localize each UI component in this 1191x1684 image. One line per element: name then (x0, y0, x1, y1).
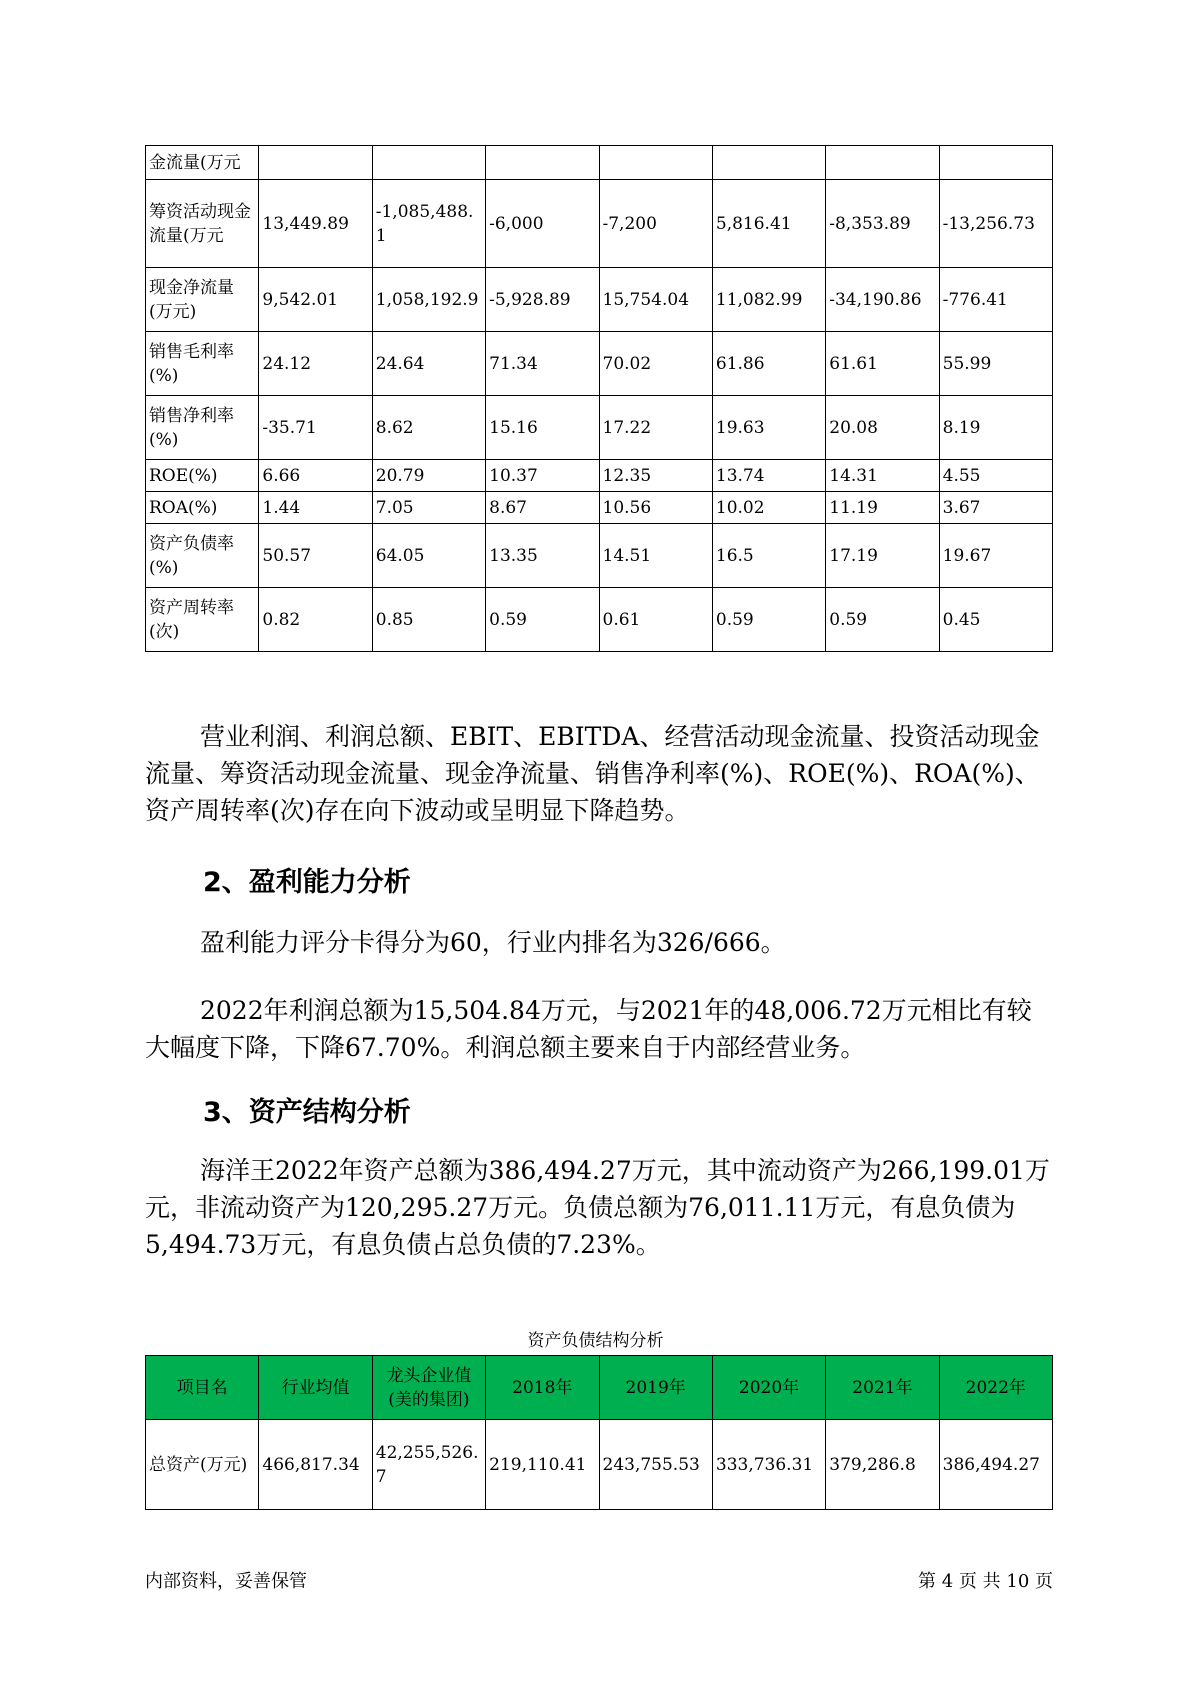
table-row (146, 180, 1053, 268)
profitability-score-paragraph: 盈利能力评分卡得分为60，行业内排名为326/666。 (200, 928, 786, 957)
table-cell: 7.05 (372, 492, 485, 524)
table-row (146, 146, 1053, 180)
total-profit-paragraph: 2022年利润总额为15,504.84万元，与2021年的48,006.72万元相比有较大幅度下降，下降67.70%。利润总额主要来自于内部经营业务。 (145, 996, 1032, 1062)
row-label: 金流量(万元 (146, 146, 259, 180)
table-cell: 19.67 (939, 524, 1052, 588)
table-cell: 24.64 (372, 332, 485, 396)
table-cell: -8,353.89 (826, 180, 939, 268)
table-row (146, 588, 1053, 652)
table-cell: 0.45 (939, 588, 1052, 652)
row-label: ROE(%) (146, 460, 259, 492)
table-cell: 10.02 (712, 492, 825, 524)
column-header: 2018年 (486, 1356, 599, 1420)
table-cell: 50.57 (259, 524, 372, 588)
table-cell: 5,816.41 (712, 180, 825, 268)
table-cell: 1.44 (259, 492, 372, 524)
table-cell: 61.61 (826, 332, 939, 396)
table-cell: 243,755.53 (599, 1420, 712, 1510)
table-cell: 8.62 (372, 396, 485, 460)
column-header: 2020年 (712, 1356, 825, 1420)
table-row (146, 332, 1053, 396)
table-cell: 20.08 (826, 396, 939, 460)
row-label: 销售毛利率(%) (146, 332, 259, 396)
financial-indicators-table (145, 145, 1053, 652)
table-cell: 219,110.41 (486, 1420, 599, 1510)
table-cell: 42,255,526.7 (372, 1420, 485, 1510)
column-header: 2021年 (826, 1356, 939, 1420)
table-cell: 14.51 (599, 524, 712, 588)
table-cell: 20.79 (372, 460, 485, 492)
asset-structure-paragraph: 海洋王2022年资产总额为386,494.27万元，其中流动资产为266,199.01万元，非流动资产为120,295.27万元。负债总额为76,011.11万元，有息负债为5,494.73万元，有息负债占总负债的7.23%。 (145, 1156, 1050, 1259)
row-label: 资产周转率(次) (146, 588, 259, 652)
table-cell: 8.19 (939, 396, 1052, 460)
section-heading-profitability: 2、盈利能力分析 (203, 867, 411, 898)
table-cell: 10.37 (486, 460, 599, 492)
table-cell: -5,928.89 (486, 268, 599, 332)
row-label: 总资产(万元) (146, 1420, 259, 1510)
table-cell: 0.61 (599, 588, 712, 652)
row-label: 资产负债率(%) (146, 524, 259, 588)
table-cell: -776.41 (939, 268, 1052, 332)
table-row (146, 268, 1053, 332)
table-cell: 15.16 (486, 396, 599, 460)
table-cell: 466,817.34 (259, 1420, 372, 1510)
table-cell: 64.05 (372, 524, 485, 588)
table-cell: 0.59 (486, 588, 599, 652)
table-cell: 61.86 (712, 332, 825, 396)
column-header: 2019年 (599, 1356, 712, 1420)
table-cell: 0.59 (712, 588, 825, 652)
table-cell: 3.67 (939, 492, 1052, 524)
balance-structure-table (145, 1355, 1053, 1510)
table-cell: 10.56 (599, 492, 712, 524)
table-cell: 333,736.31 (712, 1420, 825, 1510)
table-cell (599, 146, 712, 180)
table-cell (259, 146, 372, 180)
table-cell: 386,494.27 (939, 1420, 1052, 1510)
table-cell: 17.19 (826, 524, 939, 588)
table-caption: 资产负债结构分析 (527, 1331, 664, 1351)
table-cell: 11.19 (826, 492, 939, 524)
table-cell: 13.74 (712, 460, 825, 492)
section-heading-asset-structure: 3、资产结构分析 (203, 1097, 411, 1128)
table-cell: 11,082.99 (712, 268, 825, 332)
column-header: 2022年 (939, 1356, 1052, 1420)
table-row (146, 460, 1053, 492)
row-label: ROA(%) (146, 492, 259, 524)
table-cell: -13,256.73 (939, 180, 1052, 268)
table-cell: -34,190.86 (826, 268, 939, 332)
table-cell: 17.22 (599, 396, 712, 460)
table-cell: -7,200 (599, 180, 712, 268)
table-cell: 19.63 (712, 396, 825, 460)
table-row (146, 1420, 1053, 1510)
table-cell: 15,754.04 (599, 268, 712, 332)
table-cell: 13,449.89 (259, 180, 372, 268)
row-label: 筹资活动现金流量(万元 (146, 180, 259, 268)
table-cell: 9,542.01 (259, 268, 372, 332)
table-row (146, 492, 1053, 524)
column-header: 项目名 (146, 1356, 259, 1420)
table-cell: 14.31 (826, 460, 939, 492)
footer-confidential-note: 内部资料，妥善保管 (145, 1571, 307, 1592)
table-cell (826, 146, 939, 180)
table-cell (372, 146, 485, 180)
footer-page-number: 第 4 页 共 10 页 (918, 1571, 1053, 1592)
column-header: 龙头企业值(美的集团) (372, 1356, 485, 1420)
table-header-row (146, 1356, 1053, 1420)
row-label: 现金净流量(万元) (146, 268, 259, 332)
table-cell: 0.59 (826, 588, 939, 652)
table-cell: 0.85 (372, 588, 485, 652)
table-cell: 70.02 (599, 332, 712, 396)
column-header: 行业均值 (259, 1356, 372, 1420)
table-cell: 8.67 (486, 492, 599, 524)
table-cell (939, 146, 1052, 180)
table-cell: 71.34 (486, 332, 599, 396)
table-cell (486, 146, 599, 180)
table-cell: 4.55 (939, 460, 1052, 492)
table-row (146, 396, 1053, 460)
table-cell: 379,286.8 (826, 1420, 939, 1510)
row-label: 销售净利率(%) (146, 396, 259, 460)
table-cell: 16.5 (712, 524, 825, 588)
table-cell: 1,058,192.9 (372, 268, 485, 332)
table-cell (712, 146, 825, 180)
trend-paragraph: 营业利润、利润总额、EBIT、EBITDA、经营活动现金流量、投资活动现金流量、筹资活动现金流量、现金净流量、销售净利率(%)、ROE(%)、ROA(%)、资产周转率(次)存在向下波动或呈明显下降趋势。 (145, 722, 1040, 825)
table-cell: 6.66 (259, 460, 372, 492)
table-cell: 55.99 (939, 332, 1052, 396)
table-row (146, 524, 1053, 588)
table-cell: 12.35 (599, 460, 712, 492)
table-cell: -6,000 (486, 180, 599, 268)
table-cell: -35.71 (259, 396, 372, 460)
table-cell: 0.82 (259, 588, 372, 652)
table-cell: 13.35 (486, 524, 599, 588)
table-cell: 24.12 (259, 332, 372, 396)
table-cell: -1,085,488.1 (372, 180, 485, 268)
